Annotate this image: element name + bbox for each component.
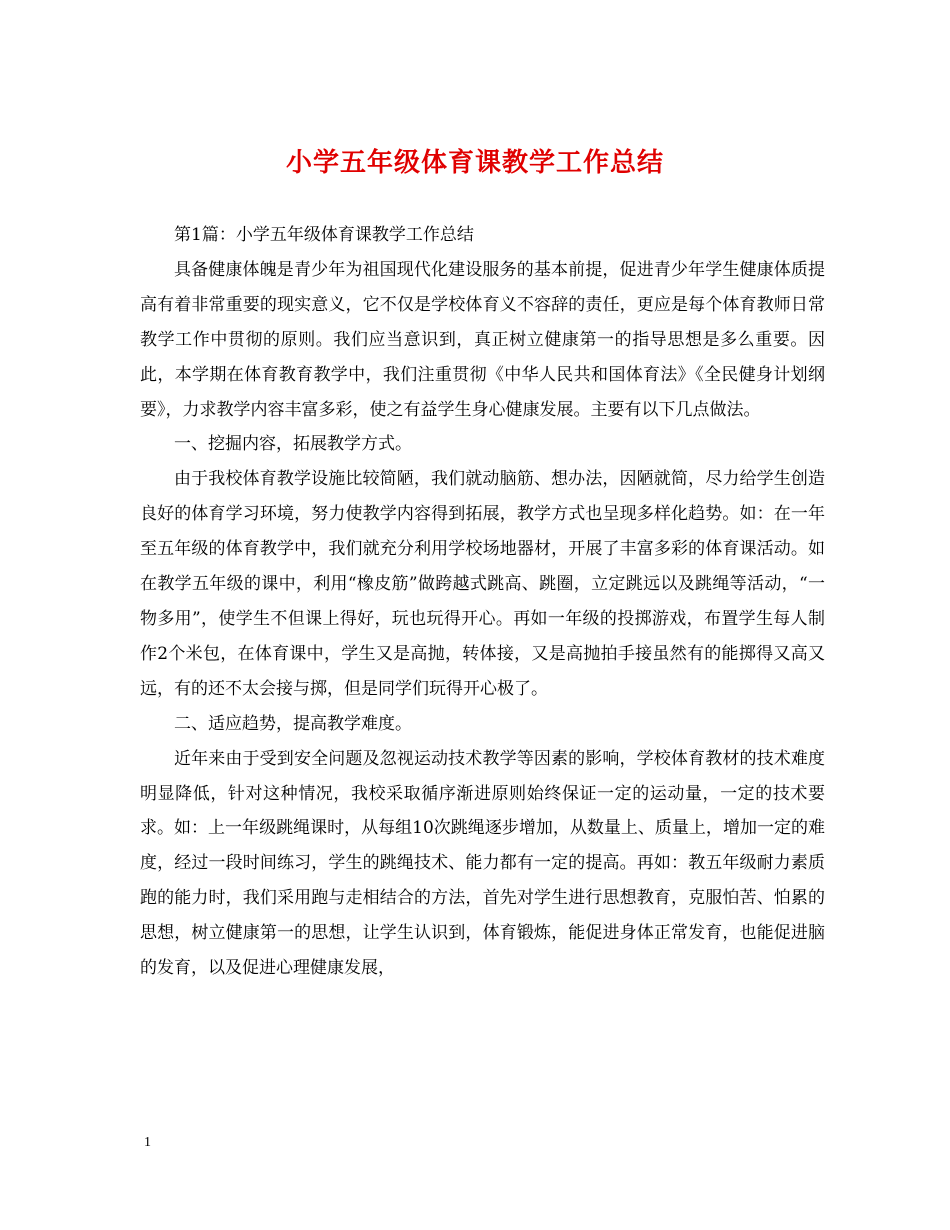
document-title: 小学五年级体育课教学工作总结 — [285, 148, 664, 178]
chapter-heading: 第1篇：小学五年级体育课教学工作总结 — [174, 225, 474, 245]
body-paragraph: 具备健康体魄是青少年为祖国现代化建设服务的基本前提，促进青少年学生健康体质提高有着非常重要的现实意义，它不仅是学校体育义不容辞的责任，更应是每个体育教师日常教学工作中贯彻的原则。我们应当意识到，真正树立健康第一的指导思想是多么重要。因此，本学期在体育教育教学中，我们注重贯彻《中华人民共和国体育法》《全民健身计划纲要》，力求教学内容丰富多彩，使之有益学生身心健康发展。主要有以下几点做法。 — [140, 259, 825, 420]
section-heading: 一、挖掘内容，拓展教学方式。 — [174, 434, 412, 455]
body-paragraph: 由于我校体育教学设施比较简陋，我们就动脑筋、想办法，因陋就简，尽力给学生创造良好的体育学习环境，努力使教学内容得到拓展，教学方式也呈现多样化趋势。如：在一年至五年级的体育教学中，我们就充分利用学校场地器材，开展了丰富多彩的体育课活动。如在教学五年级的课中，利用“橡皮筋”做跨越式跳高、跳圈，立定跳远以及跳绳等活动，“一物多用”，使学生不但课上得好，玩也玩得开心。再如一年级的投掷游戏，布置学生每人制作2个米包，在体育课中，学生又是高抛，转体接，又是高抛拍手接虽然有的能掷得又高又远，有的还不太会接与掷，但是同学们玩得开心极了。 — [140, 469, 825, 699]
document-body — [140, 218, 825, 986]
body-paragraph: 近年来由于受到安全问题及忽视运动技术教学等因素的影响，学校体育教材的技术难度明显降低，针对这种情况，我校采取循序渐进原则始终保证一定的运动量，一定的技术要求。如：上一年级跳绳课时，从每组10次跳绳逐步增加，从数量上、质量上，增加一定的难度，经过一段时间练习，学生的跳绳技术、能力都有一定的提高。再如：教五年级耐力素质跑的能力时，我们采用跑与走相结合的方法，首先对学生进行思想教育，克服怕苦、怕累的思想，树立健康第一的思想，让学生认识到，体育锻炼，能促进身体正常发育，也能促进脑的发育，以及促进心理健康发展， — [140, 748, 825, 979]
section-heading: 二、适应趋势，提高教学难度。 — [174, 713, 412, 734]
page-number: 1 — [144, 1135, 151, 1150]
